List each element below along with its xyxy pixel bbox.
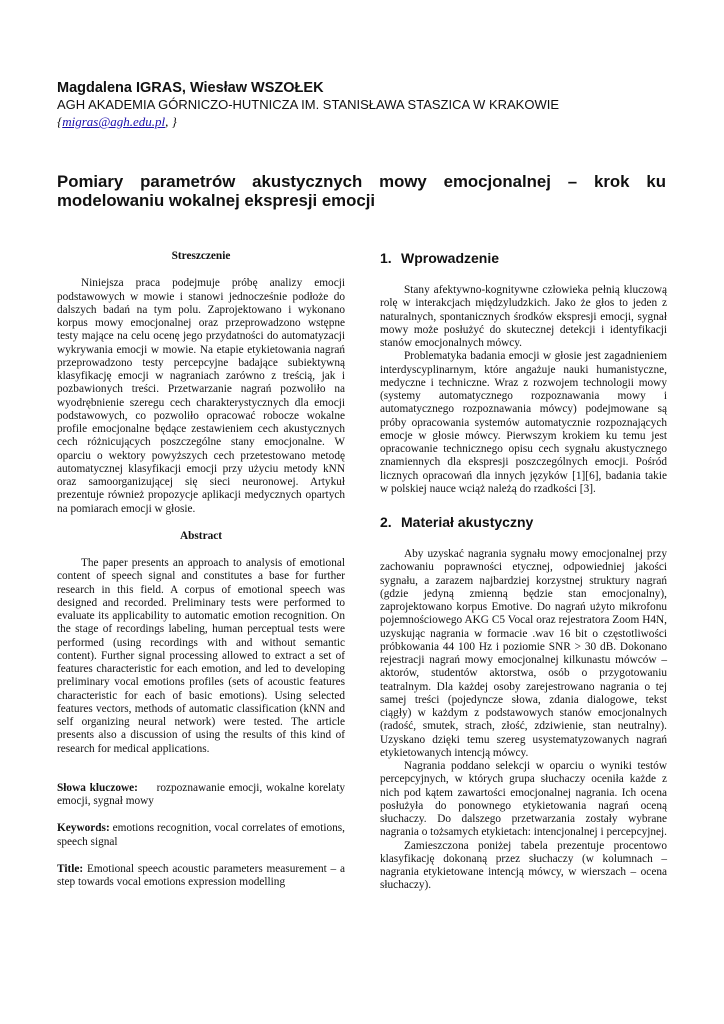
keywords-en-text: emotions recognition, vocal correlates of emotions, speech signal bbox=[57, 822, 345, 848]
section-2-title: Materiał akustyczny bbox=[401, 514, 534, 530]
section-1-paragraph-1: Stany afektywno-kognitywne człowieka pełnią kluczową rolę w interakcjach międzyludzkich. Jako że głos to jeden z naturalnych, spontanicznych środków ekspresji emocji, sygnał mowy może posłużyć do skutecznej detekcji i identyfikacji stanów emocjonalnych mówcy. bbox=[380, 284, 667, 349]
section-1-number: 1. bbox=[380, 250, 392, 266]
section-2-paragraph-3: Zamieszczona poniżej tabela prezentuje procentowo klasyfikację dokonaną przez słuchaczy (w kolumnach – nagrania etykietowane intencją mówcy, w wierszach – ocena słuchaczy). bbox=[380, 839, 667, 892]
english-title-label: Title: bbox=[57, 862, 84, 875]
abstract-text: The paper presents an approach to analysis of emotional content of speech signal and constitutes a base for further research in this field. A corpus of emotional speech was designed and recorded. Preliminary tests were performed to evaluate its applicability to automatic emotion recognition. On the stage of recordings labeling, human perceptual tests were performed (using recordings with and without semantic content). Further signal processing allowed to extract a set of features characteristic for each emotion, and led to developing preliminary vocal emotions profiles (sets of acoustic features characteristic for each of basic emotions). Using selected features vectors, methods of automatic classification (kNN and self organizing neural network) were tested. The article presents also a discussion of using the results of this kind of research for medical applications. bbox=[57, 557, 345, 755]
left-column bbox=[57, 250, 345, 889]
email-brace-open: { bbox=[57, 114, 63, 129]
keywords-pl bbox=[57, 782, 345, 809]
streszczenie-text: Niniejsza praca podejmuje próbę analizy emocji podstawowych w mowie i stanowi jednocześnie podłoże do dalszych badań na tym polu. Zaprojektowano i wykonano korpus mowy emocjonalnej oraz przeprowadzono wstępne testy mające na celu ocenę jego przydatności do automatyzacji wykrywania emocji w mowie. Na etapie etykietowania nagrań przeprowadzono testy percepcyjne badające subiektywną klasyfikację emocji w nagraniach zarówno z treścią, jak i pozbawionych treści. Przetwarzanie nagrań pozwoliło na wyodrębnienie szeregu cech charakterystycznych dla emocji podstawowych, co pozwoliło opracować robocze wokalne profile emocjonalne będące zestawieniem cech akustycznych cech różnicujących poszczególne stany emocjonalne. W oparciu o wektory powyższych cech przetestowano metodę automatycznej klasyfikacji emocji przy użyciu metody kNN oraz samoorganizującej się sieci neuronowej. Artykuł prezentuje również propozycje aplikacji medycznych opartych na pomiarach emocji w głosie. bbox=[57, 277, 345, 515]
email-link[interactable]: migras@agh.edu.pl bbox=[62, 114, 166, 129]
section-2-number: 2. bbox=[380, 514, 392, 530]
keywords-pl-label: Słowa kluczowe: bbox=[57, 781, 138, 794]
section-2-paragraph-2: Nagrania poddano selekcji w oparciu o wyniki testów percepcyjnych, w których grupa słuchaczy oceniła każde z nich pod kątem zawartości emocjonalnej nagrania. Ich ocena posłużyła do ponownego etykietowania nagrań oceną słuchaczy. Do dalszego przetwarzania zostały wybrane nagrania o tożsamych etykietach: intencjonalnej i percepcyjnej. bbox=[380, 760, 668, 839]
email-brace-close: , } bbox=[165, 114, 177, 129]
section-1-title: Wprowadzenie bbox=[401, 250, 500, 266]
abstract-heading: Abstract bbox=[179, 529, 223, 542]
section-2-heading bbox=[380, 514, 667, 530]
section-1-heading bbox=[380, 250, 667, 266]
keywords-en bbox=[57, 822, 345, 849]
keywords-pl-text: rozpoznawanie emocji, wokalne korelaty emocji, sygnał mowy bbox=[57, 781, 345, 807]
email-line bbox=[57, 114, 457, 130]
right-column bbox=[380, 250, 667, 893]
section-1-paragraph-2: Problematyka badania emocji w głosie jest zagadnieniem interdyscyplinarnym, które angażuje nauki humanistyczne, medyczne i techniczne. Wraz z rozwojem technologii mowy (systemy automatycznego rozpoznawania mowy i automatycznego rozpoznawania mówcy) podejmowane są próby opracowania systemów automatycznie rozpoznających emocje w głosie mówcy. Pierwszym krokiem ku temu jest opracowanie technicznego opisu cech sygnału akustycznego znamiennych dla ekspresji poszczególnych emocji. Pośród licznych opracowań dla innych języków [1][6], badania takie w polskiej nauce wciąż należą do rzadkości [3]. bbox=[380, 350, 667, 495]
affiliation: AGH AKADEMIA GÓRNICZO-HUTNICZA IM. STANISŁAWA STASZICA W KRAKOWIE bbox=[57, 97, 560, 112]
paper-title: Pomiary parametrów akustycznych mowy emocjonalnej – krok ku modelowaniu wokalnej ekspresji emocji bbox=[57, 172, 666, 210]
keywords-block bbox=[57, 782, 345, 890]
english-title-text: Emotional speech acoustic parameters measurement – a step towards vocal emotions expression modelling bbox=[57, 862, 346, 888]
streszczenie-heading: Streszczenie bbox=[171, 250, 231, 262]
authors: Magdalena IGRAS, Wiesław WSZOŁEK bbox=[57, 80, 324, 96]
keywords-en-label: Keywords: bbox=[57, 822, 110, 835]
section-2-paragraph-1: Aby uzyskać nagrania sygnału mowy emocjonalnej przy zachowaniu poprawności etycznej, odpowiedniej jakości sygnału, a zarazem najbardziej korzystnej struktury nagrań (gdzie jedyną zmienną będzie stan emocjonalny), zaprojektowano korpus Emotive. Do nagrań użyto mikrofonu pojemnościowego AKG C5 Vocal oraz rejestratora Zoom H4N, uzyskując nagrania w formacie .wav 16 bit o częstotliwości próbkowania 44 100 Hz i poziomie SNR > 30 dB. Dokonano rejestracji nagrań mowy emocjonalnej kilkunastu mówców – aktorów, studentów aktorstwa, osób o przygotowaniu teatralnym. Dla każdej osoby zarejestrowano nagrania o tej samej treści (pojedyncze słowa, zdania dialogowe, tekst ciągły) w każdym z podstawowych stanów emocjonalnych (radość, smutek, strach, złość, zdziwienie, stan neutralny). Uzyskano dzięki temu szereg usystematyzowanych nagrań etykietowanych intencją mówcy. bbox=[380, 548, 667, 759]
english-title bbox=[57, 863, 345, 890]
